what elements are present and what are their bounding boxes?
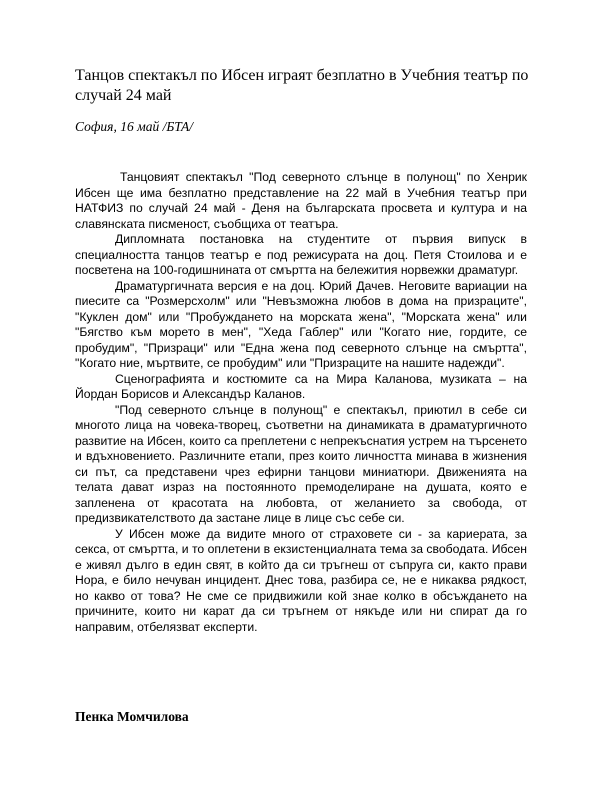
article-headline: Танцов спектакъл по Ибсен играят безплатно в Учебния театър по случай 24 май [75, 67, 529, 104]
article-dateline: София, 16 май /БТА/ [75, 119, 193, 134]
article-paragraph: Драматургичната версия е на доц. Юрий Дачев. Неговите вариации на пиесите са "Розмерсхолм" или "Невъзможна любов в дома на призраците", "Куклен дом" или "Пробуждането на морската жена", "Морската жена" или "Бягство към морето в мен", "Хеда Габлер" или "Когато ние, гордите, се пробудим", "Призраци" или "Една жена под северното слънце на смъртта", "Когато ние, мъртвите, се пробудим" или "Призраците на нашите надежди". [75, 278, 527, 370]
article-paragraph: Сценографията и костюмите са на Мира Каланова, музиката – на Йордан Борисов и Александър Каланов. [75, 371, 527, 401]
article-author: Пенка Момчилова [75, 709, 189, 724]
article-paragraph: "Под северното слънце в полунощ" е спектакъл, приютил в себе си многото лица на човека-творец, съответни на динамиката в драматургичното развитие на Ибсен, които са преплетени с непрекъснатия устрем на търсенето и вдъхновението. Различните етапи, през които личността минава в жизнения си път, са представени чрез ефирни танцови миниатюри. Движенията на телата дават израз на постоянното премоделиране на душата, която е запленена от красотата на любовта, от желанието за свобода, от предизвикателството да застане лице в лице със себе си. [75, 402, 527, 525]
article-paragraph: Дипломната постановка на студентите от първия випуск в специалността танцов театър е под режисурата на доц. Петя Стоилова и е посветена на 100-годишнината от смъртта на бележития норвежки драматург. [75, 232, 527, 277]
article-paragraph: У Ибсен може да видите много от страховете си - за кариерата, за секса, от смъртта, и то оплетени в екзистенциалната тема за свободата. Ибсен е живял дълго в един свят, в който да си тръгнеш от съпруга си, както прави Нора, е било нечуван инцидент. Днес това, разбира се, не е никаква рядкост, но какво от това? Не сме се придвижили кой знае колко в обсъждането на причините, които ни карат да си тръгнем от някъде или ни спират да го направим, отбелязват експерти. [75, 526, 527, 634]
article-paragraph: Танцовият спектакъл "Под северното слънце в полунощ" по Хенрик Ибсен ще има безплатно представление на 22 май в Учебния театър при НАТФИЗ по случай 24 май - Деня на българската просвета и култура и на славянската писменост, съобщиха от театъра. [75, 170, 527, 231]
article-body [75, 170, 527, 635]
